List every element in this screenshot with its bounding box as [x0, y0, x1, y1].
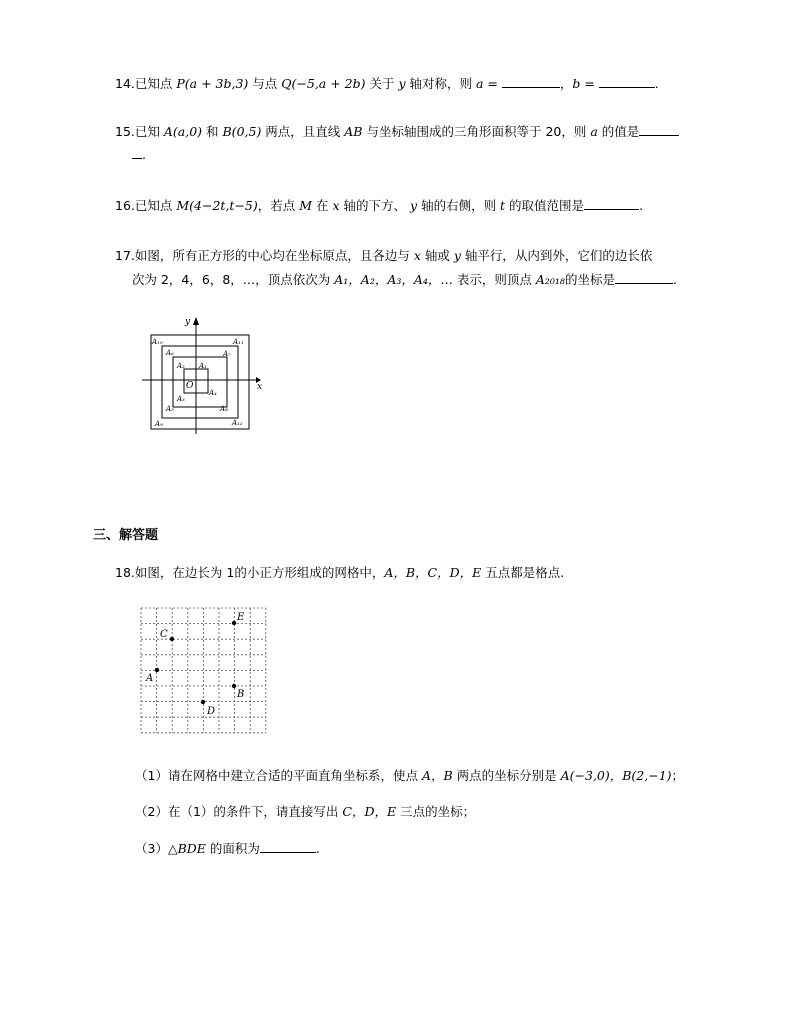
- answer-blank-continued[interactable]: [132, 146, 142, 159]
- question-number: 15.: [115, 124, 135, 139]
- vertex-label: A₃: [177, 395, 185, 403]
- question-number: 16.: [115, 198, 135, 213]
- vertex-label: A₁: [199, 362, 207, 370]
- grid-figure: [140, 607, 270, 737]
- vertex-label: A₂: [177, 362, 185, 370]
- question-15: 15.已知 A(a,0) 和 B(0,5) 两点，且直线 AB 与坐标轴围成的三角形面积等于 20，则 a 的值是: [115, 123, 679, 141]
- origin-label: O: [186, 381, 194, 391]
- dashed-grid: [141, 608, 266, 733]
- nested-squares-figure: [140, 312, 270, 437]
- question-18-part-1: （1）请在网格中建立合适的平面直角坐标系，使点 A，B 两点的坐标分别是 A(−3,0)，B(2,−1)；: [135, 768, 685, 783]
- vertex-label: A₅: [166, 405, 174, 413]
- vertex-label: A₉: [155, 420, 163, 428]
- question-17: 17.如图，所有正方形的中心均在坐标原点，且各边与 x 轴或 y 轴平行，从内到外，它们的边长依: [115, 248, 653, 263]
- question-number: 14.: [115, 76, 135, 91]
- question-16: 16.已知点 M(4−2t,t−5)，若点 M 在 x 轴的下方、 y 轴的右侧，则 t 的取值范围是 .: [115, 198, 644, 213]
- vertex-label: A₈: [220, 405, 228, 413]
- answer-blank[interactable]: [639, 123, 679, 136]
- point-label-A: A: [146, 673, 154, 684]
- answer-blank[interactable]: [615, 271, 673, 284]
- answer-blank[interactable]: [584, 197, 639, 210]
- point-B: [232, 684, 236, 688]
- question-18-part-2: （2）在（1）的条件下，请直接写出 C，D，E 三点的坐标；: [135, 804, 476, 819]
- point-label-B: B: [237, 689, 245, 700]
- answer-blank[interactable]: [260, 840, 316, 853]
- point-label-E: E: [237, 612, 245, 623]
- question-number: 17.: [115, 248, 135, 263]
- axis-label-x: x: [257, 382, 263, 392]
- point-label-C: C: [160, 629, 168, 640]
- vertex-label: A₁₁: [233, 338, 244, 346]
- question-18: 18.如图，在边长为 1的小正方形组成的网格中，A，B，C，D，E 五点都是格点.: [115, 565, 565, 580]
- axis-label-y: y: [185, 317, 191, 327]
- point-label-D: D: [207, 706, 216, 717]
- question-15-line-2: .: [132, 146, 146, 164]
- vertex-label: A₄: [209, 389, 217, 397]
- point-D: [201, 700, 205, 704]
- point-A: [155, 668, 159, 672]
- answer-blank-a[interactable]: [502, 75, 560, 88]
- section-heading: 三、解答题: [93, 528, 159, 543]
- question-number: 18.: [115, 565, 135, 580]
- y-axis-arrow-icon: [193, 317, 199, 325]
- triangle-icon: △: [167, 841, 178, 856]
- point-C: [170, 637, 174, 641]
- question-17-line-2: 次为 2，4，6，8，…，顶点依次为 A₁，A₂，A₃，A₄，… 表示，则顶点 A₂₀₁₈的坐标是 .: [132, 272, 677, 287]
- vertex-label: A₁₀: [152, 338, 163, 346]
- question-18-part-3: （3）△BDE 的面积为 .: [135, 841, 320, 856]
- point-E: [232, 621, 236, 625]
- answer-blank-b[interactable]: [599, 75, 655, 88]
- question-14: 14.已知点 P(a + 3b,3) 与点 Q(−5,a + 2b) 关于 y 轴对称，则 a = ，b = .: [115, 76, 659, 91]
- vertex-label: A₇: [223, 350, 231, 358]
- vertex-label: A₁₂: [232, 419, 243, 427]
- vertex-label: A₆: [166, 349, 174, 357]
